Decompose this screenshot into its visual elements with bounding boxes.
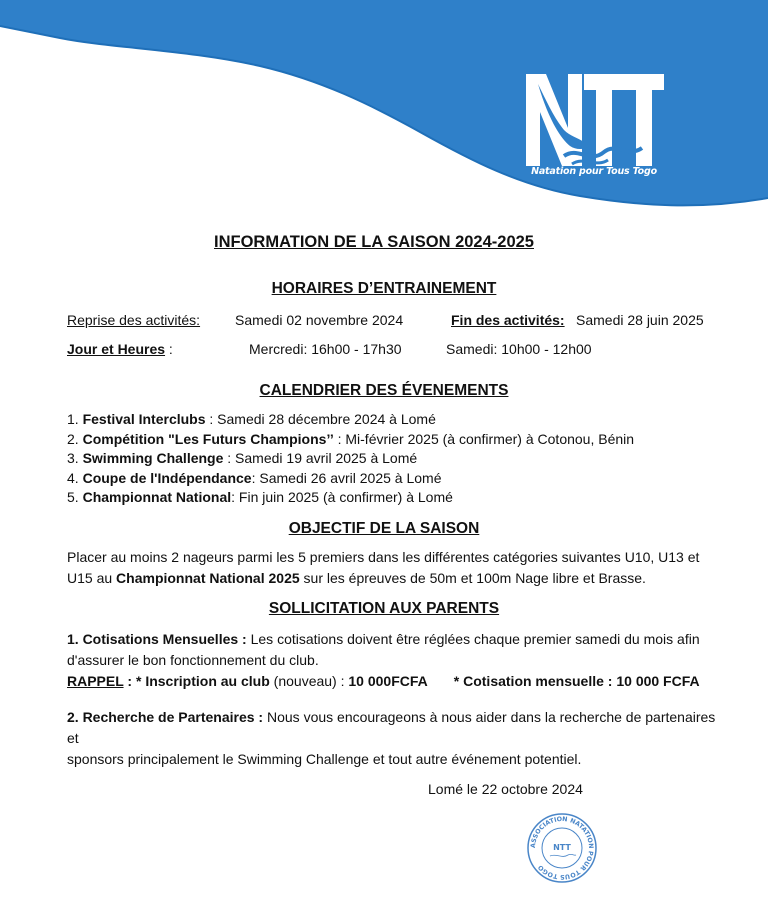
- event-detail: : Mi-février 2025 (à confirmer) à Cotonou, Bénin: [333, 430, 635, 447]
- objectif-line-2: [67, 568, 717, 589]
- cotisations-text: Les cotisations doivent être réglées chaque premier samedi du mois afin: [246, 631, 700, 647]
- event-number: 1.: [67, 411, 83, 427]
- event-number: 5.: [67, 489, 83, 505]
- list-item: [67, 410, 634, 430]
- event-number: 3.: [67, 450, 83, 466]
- objectif-heading: OBJECTIF DE LA SAISON: [288, 520, 480, 537]
- rappel-inscription: : * Inscription au club: [123, 673, 270, 689]
- logo-caption: Natation pour Tous Togo: [531, 166, 657, 177]
- objectif-line-1: Placer au moins 2 nageurs parmi les 5 premiers dans les différentes catégories suivantes U10, U13 et: [67, 549, 700, 565]
- rappel-cotisation: * Cotisation mensuelle : 10 000 FCFA: [453, 673, 700, 689]
- event-name: Coupe de l'Indépendance: [82, 469, 252, 486]
- reprise-value: Samedi 02 novembre 2024: [235, 312, 404, 328]
- association-stamp-icon: [526, 812, 598, 884]
- fin-value: Samedi 28 juin 2025: [576, 312, 704, 328]
- partenaires-paragraph: [67, 707, 717, 770]
- list-item: [67, 430, 634, 450]
- partenaires-text: Nous vous encourageons à nous aider dans la recherche de partenaires et: [67, 709, 716, 746]
- cotisations-line-2: d'assurer le bon fonctionnement du club.: [67, 652, 319, 668]
- rappel-line: [67, 671, 717, 692]
- slot-wednesday: Mercredi: 16h00 - 17h30: [249, 341, 402, 357]
- objectif-line-2b: Championnat National 2025: [116, 570, 300, 586]
- jour-colon: :: [165, 341, 173, 357]
- rappel-inscription-amount: 10 000FCFA: [348, 673, 428, 689]
- cotisations-line-1: [67, 629, 717, 650]
- jour-label: Jour et Heures: [67, 341, 166, 357]
- partenaires-line-2: sponsors principalement le Swimming Challenge et tout autre événement potentiel.: [67, 751, 582, 767]
- stamp-text: ASSOCIATION NATATION POUR TOUS TOGO: [529, 815, 595, 881]
- event-name: Championnat National: [82, 489, 232, 505]
- partenaires-line-1: [67, 707, 717, 749]
- jour-heures-row: [67, 341, 173, 357]
- page-title: INFORMATION DE LA SAISON 2024-2025: [214, 233, 534, 251]
- event-name: Festival Interclubs: [82, 411, 206, 427]
- event-detail: : Samedi 19 avril 2025 à Lomé: [223, 450, 418, 466]
- fin-label: Fin des activités:: [451, 312, 565, 328]
- stamp-center: NTT: [553, 843, 571, 852]
- objectif-text: [67, 547, 717, 589]
- objectif-line-2c: sur les épreuves de 50m et 100m Nage libre et Brasse.: [299, 570, 646, 586]
- signature-date: Lomé le 22 octobre 2024: [428, 781, 583, 797]
- event-number: 2.: [67, 430, 83, 447]
- event-detail: : Fin juin 2025 (à confirmer) à Lomé: [231, 489, 453, 505]
- rappel-nouveau: (nouveau) :: [269, 673, 349, 689]
- reprise-label: Reprise des activités:: [67, 312, 201, 328]
- list-item: [67, 488, 634, 508]
- event-name: Swimming Challenge: [82, 450, 224, 466]
- objectif-line-2a: U15 au: [67, 570, 117, 586]
- cotisations-paragraph: [67, 629, 717, 692]
- partenaires-title: 2. Recherche de Partenaires :: [67, 709, 264, 725]
- horaires-heading: HORAIRES D’ENTRAINEMENT: [271, 280, 497, 297]
- rappel-label: RAPPEL: [67, 673, 124, 689]
- event-detail: : Samedi 28 décembre 2024 à Lomé: [205, 411, 436, 427]
- slot-saturday: Samedi: 10h00 - 12h00: [446, 341, 592, 357]
- sollicitation-heading: SOLLICITATION AUX PARENTS: [268, 600, 500, 617]
- list-item: [67, 469, 634, 489]
- events-list: [67, 410, 634, 508]
- event-name: Compétition "Les Futurs Champions’’: [82, 430, 334, 447]
- event-detail: : Samedi 26 avril 2025 à Lomé: [251, 469, 442, 486]
- list-item: [67, 449, 634, 469]
- cotisations-title: 1. Cotisations Mensuelles :: [67, 631, 247, 647]
- event-number: 4.: [67, 469, 83, 486]
- calendrier-heading: CALENDRIER DES ÉVENEMENTS: [259, 382, 509, 399]
